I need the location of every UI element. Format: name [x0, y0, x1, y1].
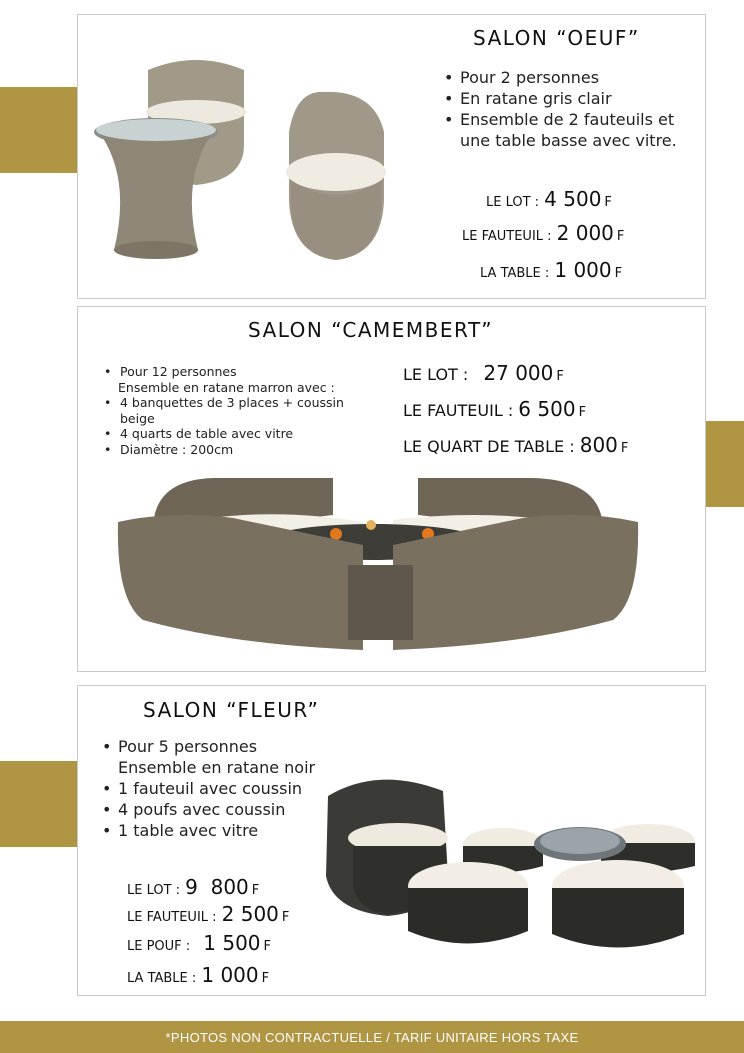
accent-band-left-top — [0, 87, 77, 173]
feature-item-continued: Ensemble en ratane noir — [118, 758, 316, 777]
price-fauteuil: LE FAUTEUIL : 2 000 F — [462, 221, 625, 245]
feature-item-continued: beige — [120, 410, 155, 426]
feature-item: • Pour 2 personnes — [442, 67, 677, 88]
salon-camembert-features — [102, 364, 344, 457]
feature-item-continued: Ensemble en ratane marron avec : — [118, 379, 335, 395]
price-fauteuil: LE FAUTEUIL : 6 500 F — [403, 397, 587, 421]
feature-item: • 4 quarts de table avec vitre — [102, 426, 344, 442]
price-fauteuil: LE FAUTEUIL : 2 500 F — [127, 902, 290, 926]
salon-oeuf-features — [442, 67, 677, 151]
price-table: LA TABLE : 1 000 F — [127, 963, 270, 987]
feature-item: • Pour 5 personnes — [100, 736, 315, 757]
accent-band-left-bottom — [0, 761, 77, 847]
salon-camembert-title: SALON “CAMEMBERT” — [248, 318, 494, 342]
salon-camembert-card — [77, 306, 706, 672]
feature-item: • 4 poufs avec coussin — [100, 799, 315, 820]
feature-item-continued: une table basse avec vitre. — [460, 131, 677, 150]
salon-fleur-title: SALON “FLEUR” — [143, 698, 320, 722]
price-lot: LE LOT : 9 800 F — [127, 875, 260, 899]
accent-band-right-middle — [706, 421, 744, 507]
salon-camembert-photo — [113, 470, 643, 670]
salon-fleur-features — [100, 736, 315, 841]
feature-item: • 4 banquettes de 3 places + coussin — [102, 395, 344, 411]
feature-item: • Diamètre : 200cm — [102, 442, 344, 458]
price-table: LA TABLE : 1 000 F — [480, 258, 623, 282]
price-lot: LE LOT : 27 000 F — [403, 361, 564, 385]
footer-note: *PHOTOS NON CONTRACTUELLE / TARIF UNITAIRE HORS TAXE — [165, 1029, 579, 1045]
feature-item: • 1 fauteuil avec coussin — [100, 778, 315, 799]
salon-oeuf-card — [77, 14, 706, 299]
salon-fleur-card — [77, 685, 706, 996]
price-quart-de-table: LE QUART DE TABLE : 800 F — [403, 433, 629, 457]
price-pouf: LE POUF : 1 500 F — [127, 931, 272, 955]
feature-item: • En ratane gris clair — [442, 88, 677, 109]
footer-bar — [0, 1021, 744, 1053]
salon-oeuf-title: SALON “OEUF” — [473, 26, 640, 50]
price-lot: LE LOT : 4 500 F — [486, 187, 612, 211]
salon-oeuf-photo — [86, 50, 386, 290]
feature-item: • Pour 12 personnes — [102, 364, 344, 380]
feature-item: • Ensemble de 2 fauteuils et — [442, 109, 677, 130]
feature-item: • 1 table avec vitre — [100, 820, 315, 841]
salon-fleur-photo — [318, 766, 698, 981]
